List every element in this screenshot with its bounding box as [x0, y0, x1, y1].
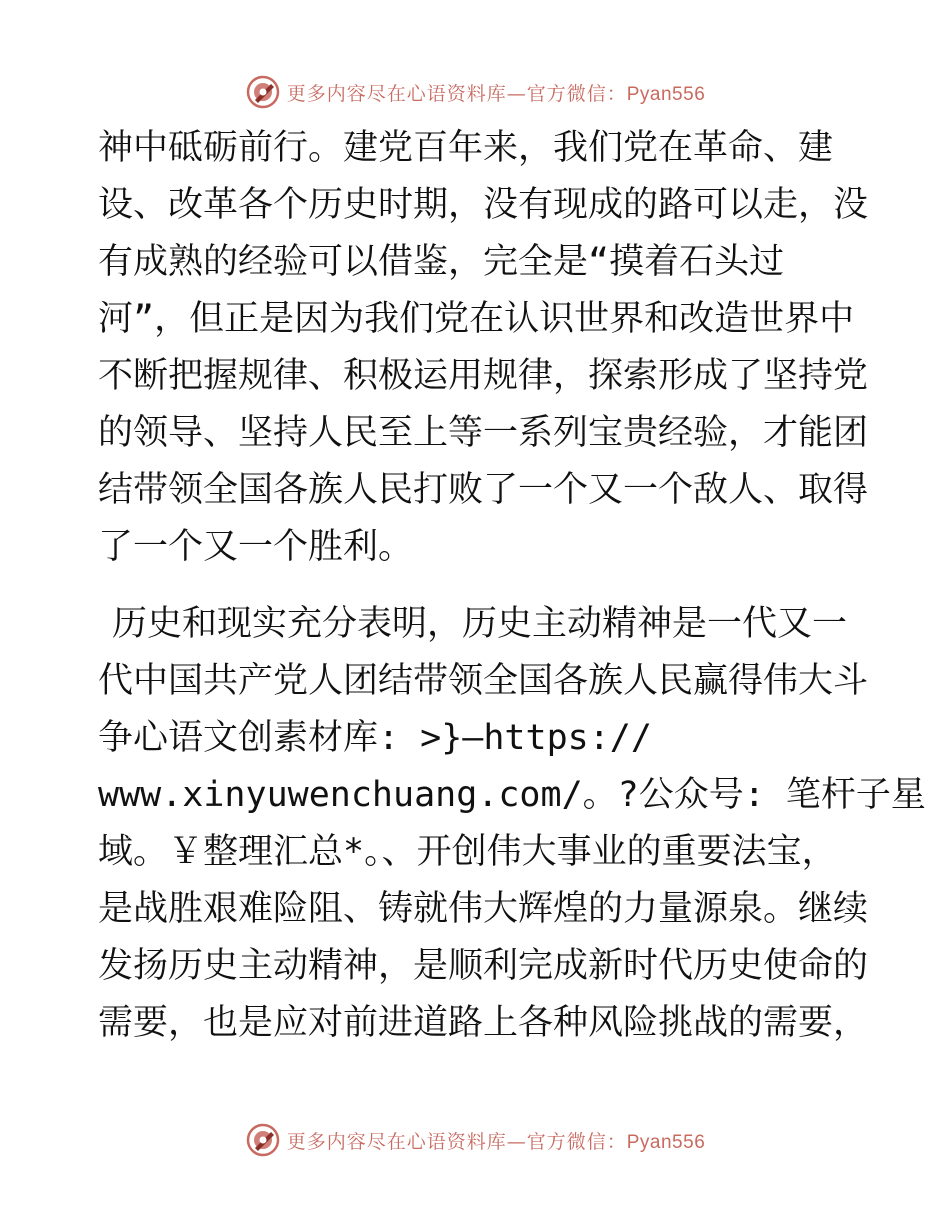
text-line: 设、改革各个历史时期，没有现成的路可以走，没 [98, 185, 869, 225]
text-line: 域。￥整理汇总*。、开创伟大事业的重要法宝， [98, 832, 837, 872]
paragraph-1 [98, 120, 869, 576]
paragraph-gap [98, 576, 858, 596]
header-account: Pyan556 [626, 83, 706, 105]
footer-banner-text: 更多内容尽在心语资料库—官方微信：Pyan556 [286, 1130, 706, 1153]
logo-icon [245, 1122, 281, 1158]
text-line: 有成熟的经验可以借鉴，完全是“摸着石头过 [98, 242, 785, 282]
text-line: 神中砥砺前行。建党百年来，我们党在革命、建 [98, 128, 834, 168]
text-line: 河”，但正是因为我们党在认识世界和改造世界中 [98, 299, 855, 339]
header-banner-text: 更多内容尽在心语资料库—官方微信：Pyan556 [286, 82, 706, 105]
text-line: www.xinyuwenchuang.com/。?公众号: 笔杆子星 [98, 775, 926, 815]
text-line: 代中国共产党人团结带领全国各族人民赢得伟大斗 [98, 661, 869, 701]
footer-banner [0, 1120, 950, 1160]
text-line: 是战胜艰难险阻、铸就伟大辉煌的力量源泉。继续 [98, 889, 869, 929]
logo-icon [245, 74, 281, 110]
text-line: 了一个又一个胜利。 [98, 527, 414, 567]
text-line: 结带领全国各族人民打败了一个又一个敌人、取得 [98, 470, 869, 510]
text-line: 的领导、坚持人民至上等一系列宝贵经验，才能团 [98, 413, 869, 453]
text-line: 不断把握规律、积极运用规律，探索形成了坚持党 [98, 356, 869, 396]
footer-account: Pyan556 [626, 1131, 706, 1153]
body-text [98, 120, 926, 1052]
text-line: 历史和现实充分表明，历史主动精神是一代又一 [112, 604, 848, 644]
text-line: 发扬历史主动精神，是顺利完成新时代历史使命的 [98, 946, 869, 986]
paragraph-2 [98, 596, 926, 1052]
text-line: 争心语文创素材库: >}—https:// [98, 718, 652, 758]
text-line: 需要，也是应对前进道路上各种风险挑战的需要， [98, 1003, 869, 1043]
header-banner [0, 72, 950, 112]
